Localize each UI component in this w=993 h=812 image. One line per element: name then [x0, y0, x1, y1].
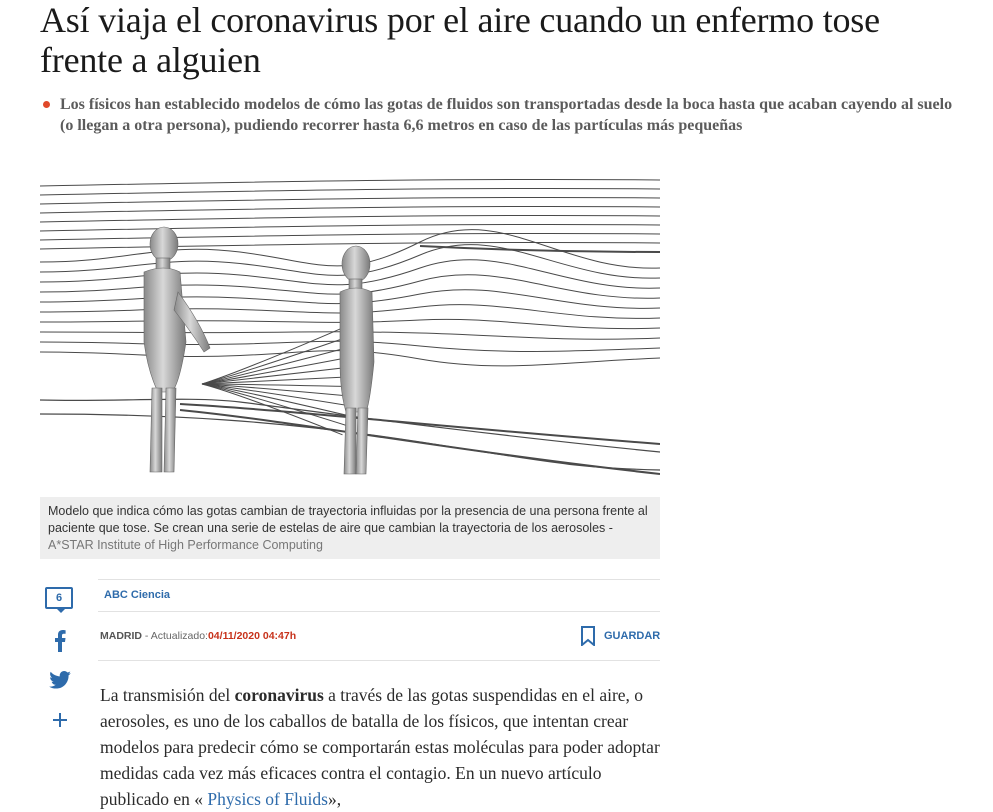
more-share-button[interactable]: [44, 708, 76, 732]
save-button[interactable]: [580, 625, 660, 647]
facebook-share-button[interactable]: [44, 628, 76, 654]
article-source[interactable]: ABC Ciencia: [104, 589, 171, 601]
article-body-paragraph: [100, 682, 660, 812]
body-text: »,: [327, 789, 342, 809]
subtitle-bullet: [43, 101, 50, 108]
caption-text: Modelo que indica cómo las gotas cambian de trayectoria influidas por la presencia de una persona frente al paciente que tose. Se crean una serie de estelas de aire que cambian la trayectoria de los aerosoles -: [48, 504, 648, 535]
body-text: a través de las gotas suspendidas en el aire, o aerosoles, es uno de los caballos de batalla de los físicos, que intentan crear modelos para predecir cómo se comportarán estas moléculas para poder adoptar medidas cada vez más eficaces contra el contagio. En un nuevo artículo publicado en «: [100, 685, 660, 809]
divider: [98, 579, 660, 580]
divider: [98, 611, 660, 612]
twitter-icon: [49, 671, 71, 689]
updated-date: 04/11/2020 04:47h: [207, 630, 297, 642]
figure-caption: [40, 497, 660, 559]
article-headline: Así viaja el coronavirus por el aire cuando un enfermo tose frente a alguien: [40, 0, 880, 80]
plus-icon: [52, 712, 68, 728]
divider: [98, 660, 660, 661]
bookmark-icon: [580, 626, 596, 646]
airflow-streamlines-image: [40, 152, 660, 482]
caption-credit: A*STAR Institute of High Performance Computing: [48, 538, 323, 552]
body-bold-text: coronavirus: [234, 685, 324, 705]
article-subtitle: Los físicos han establecido modelos de cómo las gotas de fluidos son transportadas desde la boca hasta que acaban cayendo al suelo (o llegan a otra persona), pudiendo recorrer hasta 6,6 metros en caso de las partículas más pequeñas: [60, 96, 953, 134]
updated-label: Actualizado:: [150, 630, 208, 642]
twitter-share-button[interactable]: [44, 668, 76, 692]
body-text: La transmisión del: [100, 685, 235, 705]
facebook-icon: [54, 630, 66, 652]
meta-separator: -: [144, 630, 151, 642]
article-meta: [100, 630, 296, 642]
comments-count-button[interactable]: 6: [45, 587, 73, 609]
save-label: GUARDAR: [604, 630, 661, 642]
article-city: MADRID: [100, 630, 142, 642]
physics-of-fluids-link[interactable]: Physics of Fluids: [207, 789, 328, 809]
